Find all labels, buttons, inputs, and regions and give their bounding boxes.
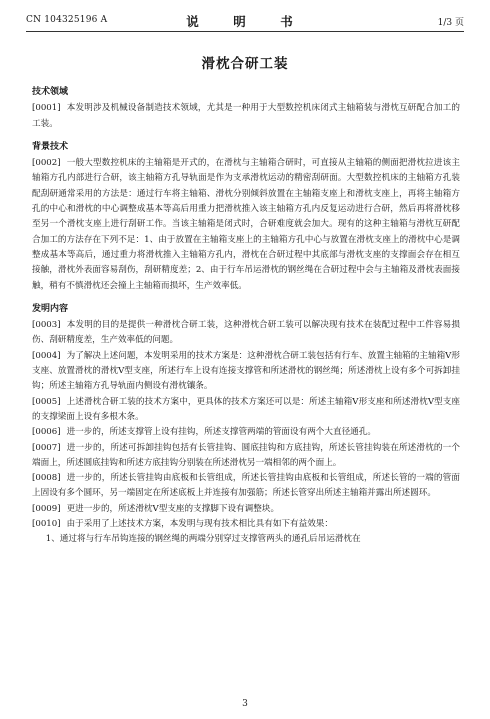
patent-number: CN 104325196 A: [26, 15, 108, 25]
paragraph-number: [0010]: [32, 519, 61, 530]
paragraph-text: 一般大型数控机床的主轴箱是开式的，在滑枕与主轴箱合研时，可直接从主轴箱的侧面把滑枕拉进该主轴箱方孔内部进行合研，该主轴箱方孔导轨面是作为支承滑枕运动的精密刮研面。大型数控机床的主轴箱方孔装配刮研通常采用的方法是：通过行车将主轴箱、滑枕分别倾斜放置在主轴箱支座上和滑枕支座上，再将主轴箱方孔的中心和滑枕的中心调整成基本等高后用重力把滑枕推入该主轴箱方孔内反复运动进行合研，然后再将滑枕移至另一个滑枕支座上进行刮研工作。当该主轴箱是闭式时，合研难度就会加大。现有的这种主轴箱与滑枕互研配合加工的方法存在下列不足：1、由于放置在主轴箱支座上的主轴箱方孔中心与放置在滑枕支座上的滑枕中心是调整成基本等高后，通过重力将滑枕推入主轴箱方孔内，滑枕在合研过程中其底部与滑枕支座的支撑面会存在相互接触，滑枕外表面容易刮伤，刮研精度差；2、由于行车吊运滑枕的钢丝绳在合研过程中会与主轴箱及滑枕表面接触，稍有不慎滑枕还会撞上主轴箱而损坏，生产效率低。: [32, 158, 460, 291]
document-title: 滑枕合研工装: [201, 56, 289, 72]
page-header: [26, 11, 464, 31]
paragraph: [32, 395, 460, 426]
paragraph-number: [0001]: [32, 103, 61, 114]
paragraph: [32, 502, 460, 517]
paragraph: [32, 425, 460, 440]
header-rule: [26, 31, 464, 32]
section-heading-summary: 发明内容: [32, 303, 69, 314]
document-type: 说 明 书: [186, 14, 304, 29]
paragraph: [32, 318, 460, 349]
paragraph: [32, 101, 460, 132]
paragraph-text: 更进一步的，所述滑枕V型支座的支撑脚下设有调整块。: [66, 503, 280, 514]
paragraph-text: 本发明涉及机械设备制造技术领域，尤其是一种用于大型数控机床闭式主轴箱装与滑枕互研配合加工的工装。: [32, 103, 460, 129]
paragraph-number: [0003]: [32, 320, 61, 331]
benefit-item: 1、通过将与行车吊钩连接的钢丝绳的两端分别穿过支撑管两头的通孔后吊运滑枕在: [45, 534, 361, 545]
paragraph-number: [0006]: [32, 427, 61, 438]
paragraph: [32, 517, 460, 532]
paragraph: [32, 471, 460, 502]
paragraph-number: [0002]: [32, 158, 61, 169]
section-heading-background: 背景技术: [32, 141, 69, 152]
paragraph: [32, 441, 460, 472]
paragraph-text: 本发明的目的是提供一种滑枕合研工装，这种滑枕合研工装可以解决现有技术在装配过程中工件容易损伤、刮研精度差，生产效率低的问题。: [32, 320, 460, 346]
paragraph-text: 进一步的，所述可拆卸挂钩包括有长管挂钩、圆底挂钩和方底挂钩，所述长管挂钩装在所述滑枕的一个端面上，所述圆底挂钩和所述方底挂钩分别装在所述滑枕另一端相邻的两个面上。: [32, 442, 460, 468]
document-body: [32, 85, 460, 548]
section-heading-tech-field: 技术领域: [32, 87, 69, 97]
paragraph-text: 为了解决上述问题，本发明采用的技术方案是：这种滑枕合研工装包括有行车、放置主轴箱的主轴箱V形支座、放置滑枕的滑枕V型支座，所述行车上设有连接支撑管和所述滑枕的钢丝绳；所述滑枕上设有多个可拆卸挂钩；所述主轴箱方孔导轨面内侧设有滑枕镶条。: [32, 350, 460, 392]
paragraph-number: [0007]: [32, 442, 61, 453]
page-number: 3: [242, 699, 248, 709]
paragraph: [32, 349, 460, 395]
paragraph-number: [0005]: [32, 396, 61, 407]
paragraph-text: 进一步的，所述长管挂钩由底板和长管组成，所述长管挂钩由底板和长管组成，所述长管的一端的管面上固设有多个圆环，另一端固定在所述底板上并连接有加强筋；所述长管穿出所述主轴箱并露出所述圆环。: [32, 473, 460, 499]
paragraph-text: 上述滑枕合研工装的技术方案中，更具体的技术方案还可以是：所述主轴箱V形支座和所述滑枕V型支座的支撑梁面上设有多根木条。: [32, 396, 460, 422]
paragraph: [32, 156, 460, 294]
paragraph-text: 由于采用了上述技术方案，本发明与现有技术相比具有如下有益效果：: [66, 519, 333, 530]
paragraph-number: [0009]: [32, 503, 61, 514]
paragraph-number: [0008]: [32, 473, 61, 484]
paragraph-number: [0004]: [32, 350, 61, 361]
page-fraction: 1/3 页: [437, 18, 464, 28]
paragraph-text: 进一步的，所述支撑管上设有挂钩，所述支撑管两端的管面设有两个大直径通孔。: [66, 427, 376, 438]
